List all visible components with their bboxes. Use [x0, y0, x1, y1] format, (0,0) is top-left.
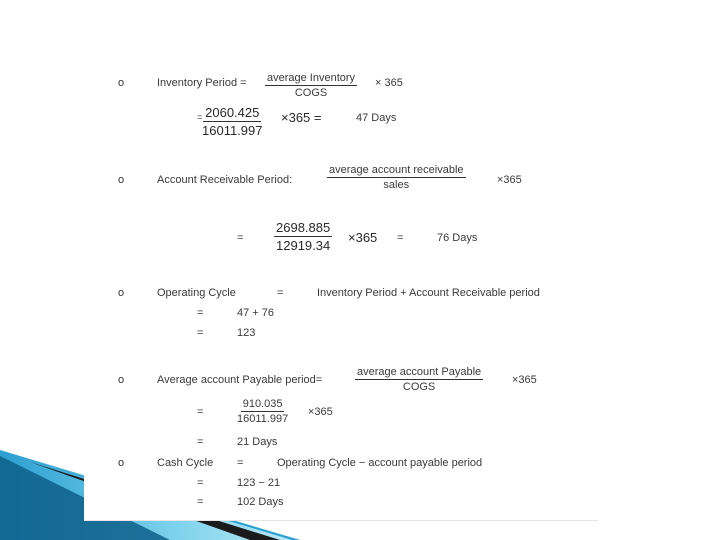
operating-result: 123 — [237, 327, 256, 339]
operating-label: Operating Cycle — [157, 287, 236, 299]
fraction-numerator: average Inventory — [267, 72, 356, 84]
content-card — [84, 40, 598, 521]
receivable-result: 76 Days — [437, 232, 478, 244]
fraction-denominator: 16011.997 — [237, 413, 289, 425]
equals-sign: = — [237, 457, 244, 469]
equals-sign: = — [197, 112, 203, 122]
fraction-denominator: 12919.34 — [276, 238, 331, 253]
equals-sign: = — [397, 232, 404, 244]
equals-sign: = — [197, 496, 204, 508]
fraction-numerator: 910.035 — [242, 398, 283, 410]
bullet: o — [118, 287, 125, 299]
times-365: ×365 — [512, 374, 537, 386]
equals-sign: = — [197, 307, 204, 319]
cash-formula: Operating Cycle − account payable period — [277, 457, 483, 469]
fraction-numerator: average account Payable — [357, 366, 482, 378]
fraction-denominator: sales — [383, 179, 410, 191]
inventory-formula-fraction — [265, 72, 357, 99]
equals-sign: = — [277, 287, 284, 299]
bullet: o — [118, 457, 125, 469]
fraction-denominator: 16011.997 — [202, 123, 263, 138]
cash-result: 102 Days — [237, 496, 284, 508]
inventory-calc-fraction — [202, 105, 263, 138]
bullet: o — [118, 374, 125, 386]
equals-sign: = — [197, 406, 204, 418]
times-365: ×365 — [348, 230, 378, 245]
times-365: ×365 = — [281, 110, 322, 125]
fraction-denominator: COGS — [294, 87, 328, 99]
times-365: ×365 — [497, 174, 522, 186]
operating-formula: Inventory Period + Account Receivable period — [317, 287, 540, 299]
equals-sign: = — [197, 436, 204, 448]
inventory-label: Inventory Period = — [157, 77, 247, 89]
times-365: × 365 — [375, 77, 403, 89]
bullet: o — [118, 174, 125, 186]
bullet: o — [118, 77, 125, 89]
cash-label: Cash Cycle — [157, 457, 214, 469]
payable-formula-fraction — [355, 366, 483, 393]
equals-sign: = — [197, 477, 204, 489]
times-365: ×365 — [308, 406, 333, 418]
inventory-result: 47 Days — [356, 112, 397, 124]
operating-sum: 47 + 76 — [237, 307, 275, 319]
receivable-label: Account Receivable Period: — [157, 174, 293, 186]
payable-calc-fraction — [237, 398, 288, 425]
fraction-numerator: average account receivable — [329, 164, 464, 176]
receivable-formula-fraction — [327, 164, 466, 191]
equals-sign: = — [197, 327, 204, 339]
fraction-numerator: 2698.885 — [276, 220, 331, 235]
payable-label: Average account Payable period= — [157, 374, 323, 386]
fraction-numerator: 2060.425 — [205, 105, 260, 120]
fraction-denominator: COGS — [402, 381, 436, 393]
cash-difference: 123 − 21 — [237, 477, 281, 489]
receivable-calc-fraction — [274, 220, 332, 253]
equals-sign: = — [237, 232, 244, 244]
payable-result: 21 Days — [237, 436, 278, 448]
